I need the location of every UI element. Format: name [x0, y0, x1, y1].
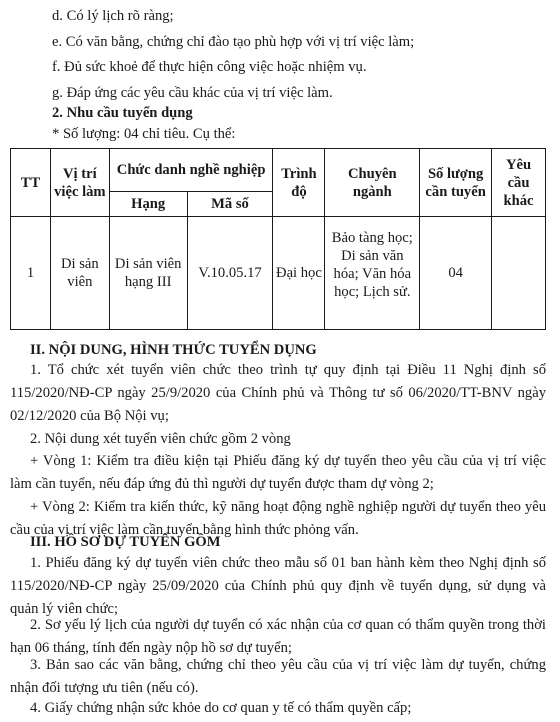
header-chuyen-nganh: Chuyên ngành	[325, 149, 420, 217]
header-so-luong: Số lượng cần tuyển	[420, 149, 492, 217]
cell-yeu-cau	[492, 217, 546, 330]
section-II-p4: + Vòng 2: Kiểm tra kiến thức, kỹ năng hoạt động nghề nghiệp người dự tuyển theo yêu cầu của vị trí việc làm cần tuyển bằng hình thức phỏng vấn.	[10, 499, 546, 538]
section-III-title: III. HỒ SƠ DỰ TUYỂN GỒM	[30, 534, 221, 550]
section-2-title: 2. Nhu cầu tuyển dụng	[52, 105, 193, 121]
header-chuc-danh: Chức danh nghề nghiệp	[109, 149, 273, 192]
table-row	[11, 217, 546, 330]
section-II-p3: + Vòng 1: Kiểm tra điều kiện tại Phiếu đăng ký dự tuyển theo yêu cầu của vị trí việc làm cần tuyển, nếu đáp ứng đủ thì người dự tuyển được tham dự vòng 2;	[10, 453, 546, 492]
cell-so-luong: 04	[420, 217, 492, 330]
cell-trinh-do: Đại học	[273, 217, 325, 330]
section-III-p4: 4. Giấy chứng nhận sức khỏe do cơ quan y tế có thẩm quyền cấp;	[30, 700, 412, 716]
header-tt: TT	[11, 149, 51, 217]
section-II-p2: 2. Nội dung xét tuyển viên chức gồm 2 vòng	[30, 431, 291, 447]
criteria-f: f. Đủ sức khoẻ để thực hiện công việc hoặc nhiệm vụ.	[52, 59, 367, 75]
header-vi-tri: Vị trí việc làm	[50, 149, 109, 217]
header-hang: Hạng	[109, 192, 187, 217]
section-III-p2: 2. Sơ yếu lý lịch của người dự tuyển có xác nhận của cơ quan có thẩm quyền trong thời hạn 06 tháng, tính đến ngày nộp hồ sơ dự tuyển;	[10, 617, 546, 656]
header-trinh-do: Trình độ	[273, 149, 325, 217]
cell-ma-so: V.10.05.17	[187, 217, 273, 330]
recruitment-table	[10, 148, 546, 330]
table-header-row	[11, 149, 546, 192]
quantity-line: * Số lượng: 04 chỉ tiêu. Cụ thể:	[52, 126, 236, 142]
header-yeu-cau: Yêu cầu khác	[492, 149, 546, 217]
cell-vi-tri: Di sản viên	[50, 217, 109, 330]
cell-chuyen-nganh: Bảo tàng học; Di sản văn hóa; Văn hóa học; Lịch sử.	[325, 217, 420, 330]
cell-hang: Di sản viên hạng III	[109, 217, 187, 330]
section-II-p1: 1. Tổ chức xét tuyển viên chức theo trình tự quy định tại Điều 11 Nghị định số 115/2020/NĐ-CP ngày 25/9/2020 của Chính phủ và Thông tư số 06/2020/TT-BNV ngày 02/12/2020 của Bộ Nội vụ;	[10, 362, 546, 424]
section-III-p1: 1. Phiếu đăng ký dự tuyển viên chức theo mẫu số 01 ban hành kèm theo Nghị định số 115/2020/NĐ-CP ngày 25/09/2020 của Chính phủ quy định về tuyển dụng, sử dụng và quản lý viên chức;	[10, 555, 546, 617]
cell-tt: 1	[11, 217, 51, 330]
criteria-d: d. Có lý lịch rõ ràng;	[52, 8, 174, 24]
criteria-e: e. Có văn bằng, chứng chỉ đào tạo phù hợp với vị trí việc làm;	[52, 34, 415, 50]
section-III-p3: 3. Bản sao các văn bằng, chứng chỉ theo yêu cầu của vị trí việc làm dự tuyển, chứng nhận đối tượng ưu tiên (nếu có).	[10, 657, 546, 696]
criteria-g: g. Đáp ứng các yêu cầu khác của vị trí việc làm.	[52, 85, 333, 101]
section-II-title: II. NỘI DUNG, HÌNH THỨC TUYỂN DỤNG	[30, 342, 317, 358]
header-ma-so: Mã số	[187, 192, 273, 217]
